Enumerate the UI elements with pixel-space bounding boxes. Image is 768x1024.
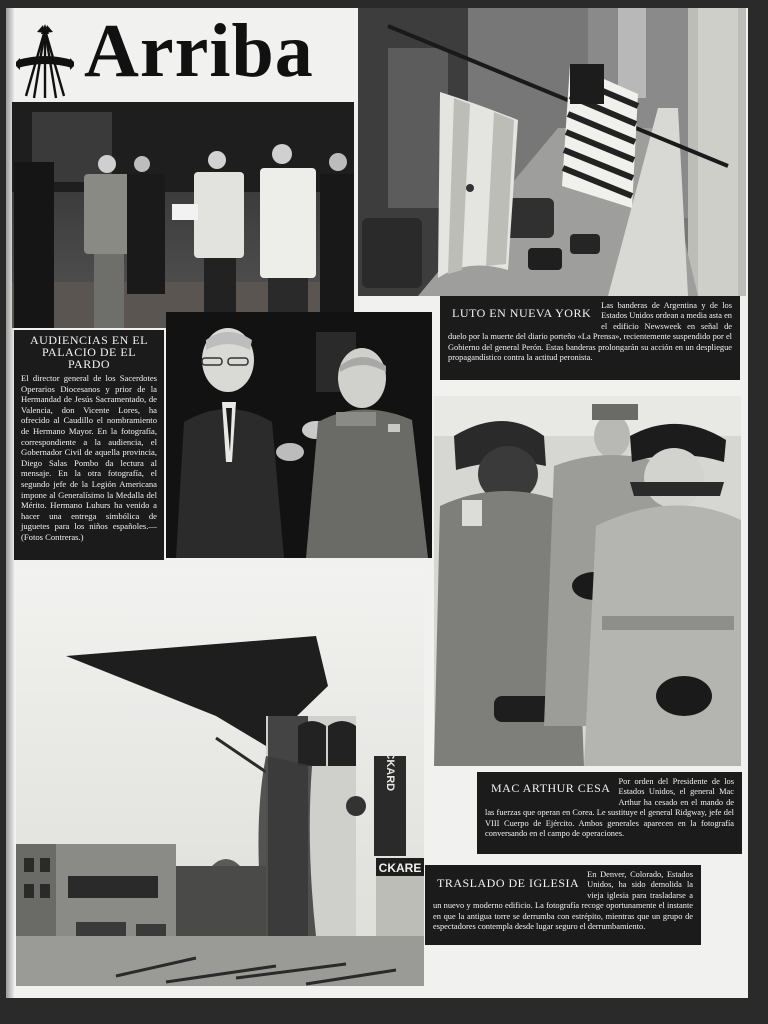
caption-luto-headline: LUTO EN NUEVA YORK — [452, 306, 592, 320]
photo-iglesia-derrumbe — [16, 566, 424, 986]
caption-iglesia-body: En Denver, Colorado, Estados Unidos, ha sido demolida la vieja iglesia para trasladarse a un nuevo y moderno edificio. La fotografía recoge oportunamente el instante en que la antigua torre se derrumba con estrépito, mientras que un grupo de espectadores contempla desde lugar seguro el derrumbamiento. — [433, 870, 693, 932]
caption-luto-nueva-york — [440, 296, 740, 380]
caption-audiencias-headline: AUDIENCIAS EN EL PALACIO DE EL PARDO — [30, 333, 148, 371]
photo-mac-arthur — [434, 396, 741, 766]
caption-audiencias — [14, 330, 164, 560]
caption-mac-arthur-headline: MAC ARTHUR CESA — [491, 781, 611, 795]
photo-nueva-york-banderas — [358, 8, 746, 296]
caption-mac-arthur — [477, 772, 742, 854]
photo-audiencia-mensaje — [12, 102, 354, 328]
yoke-and-arrows-emblem-icon — [14, 22, 76, 102]
caption-mac-arthur-body: Por orden del Presidente de los Estados Unidos, el general Mac Arthur ha cesado en el mando de las fuerzas que operan en Corea. Le sustituye el general Ridgway, jefe del VIII Cuerpo de Ejército. Ambos generales aparecen en la fotografía conversando en el campo de operaciones. — [485, 777, 734, 839]
masthead-title: Arriba — [84, 9, 314, 93]
photo-sign-horizontal: CKARE — [378, 861, 422, 875]
masthead — [12, 9, 357, 104]
photo-sign-vertical: PACKARD — [384, 736, 396, 792]
caption-luto-body: Las banderas de Argentina y de los Estados Unidos ordean a media asta en el edificio Newsweek en señal de duelo por la muerte del diario porteño «La Prensa», recientemente suspendido por el Gobierno del general Perón. Estas banderas prolongarán su acción en un despliegue propagandístico contra la actitud peronista. — [448, 301, 732, 363]
caption-traslado-iglesia — [425, 865, 701, 945]
caption-iglesia-headline: TRASLADO DE IGLESIA — [437, 876, 580, 890]
photo-medalla-merito — [166, 312, 432, 558]
caption-audiencias-body: El director general de los Sacerdotes Operarios Diocesanos y prior de la Hermandad de Jesús Sacramentado, de Valencia, don Vicente Lores, ha ofrecido al Caudillo el nombramiento de Hermano Mayor. En la fotografía, correspondiente a la audiencia, el Gobernador Civil de aquella provincia, Diego Salas Pombo da lectura al mensaje. En la otra fotografía, el segundo jefe de la Legión Americana impone al Generalísimo la Medalla del Mérito. Hermano Luhurs ha venido a hacer una entrega simbólica de juguetes para los niños españoles.—(Fotos Contreras.) — [21, 373, 157, 542]
magazine-page — [6, 8, 748, 998]
